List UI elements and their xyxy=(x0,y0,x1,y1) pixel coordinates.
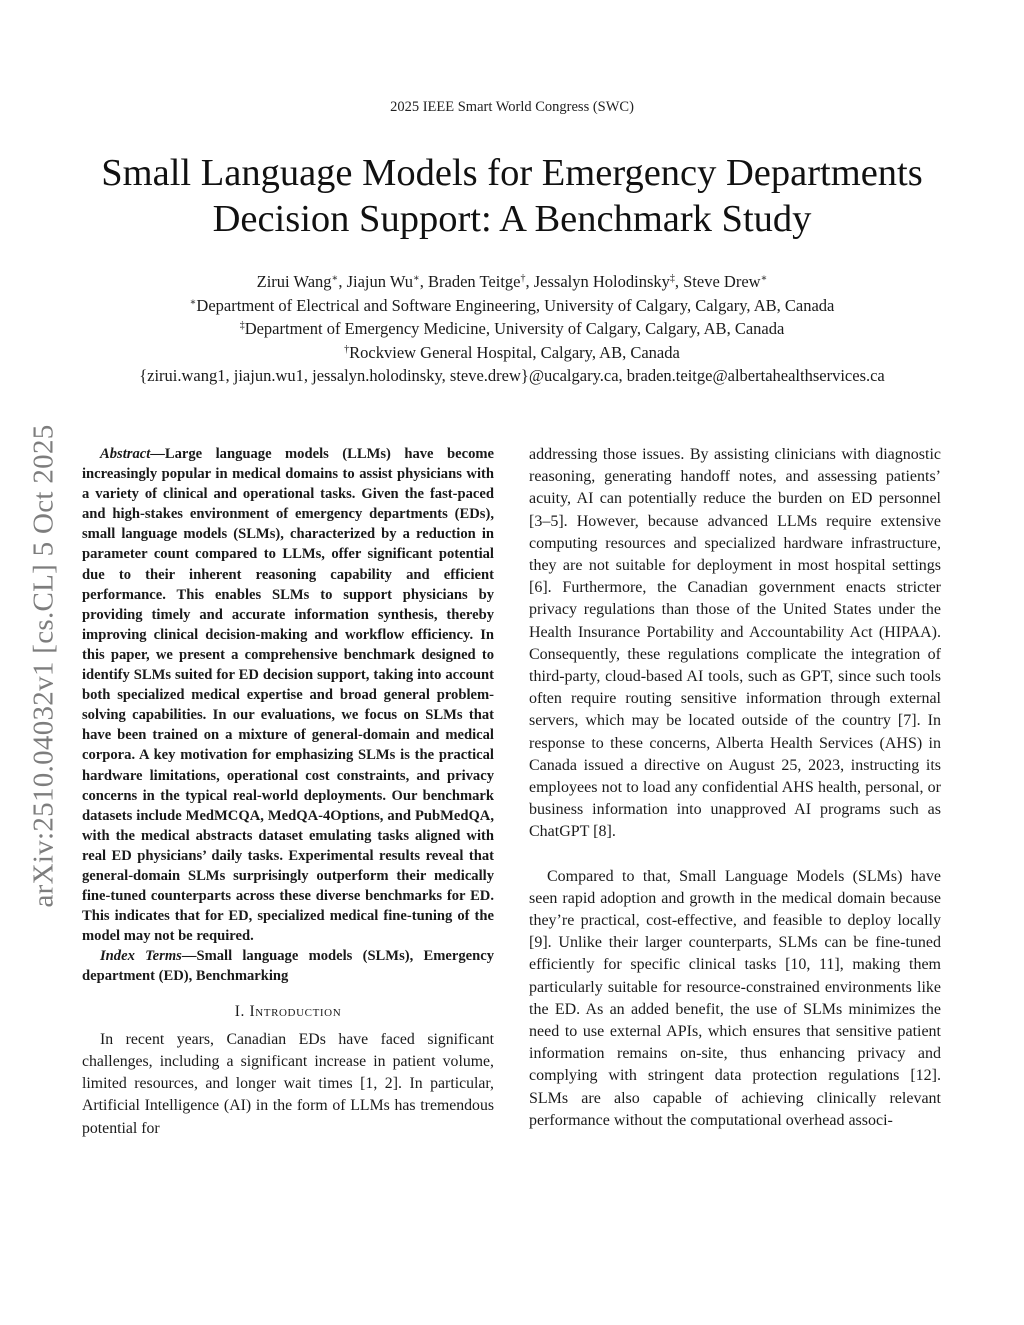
affiliation-line xyxy=(40,317,984,341)
affiliation-mark: ‡ xyxy=(239,320,245,331)
intro-paragraph-2: Compared to that, Small Language Models (SLMs) have seen rapid adoption and growth in the medical domain because they’re practical, cost-effective, and feasible to deploy locally [9]. Unlike their larger counterparts, SLMs can be fine-tuned efficiently for specific clinical tasks [10, 11], making them particularly suitable for resource-constrained environments like the ED. As an added benefit, the use of SLMs minimizes the need to use external APIs, which ensures that sensitive patient information remains on-site, thus enhancing privacy and complying with stringent data protection regulations [12]. SLMs are also capable of achieving clinically relevant performance without the computational overhead associ- xyxy=(529,867,941,1129)
arxiv-stamp: arXiv:2510.04032v1 [cs.CL] 5 Oct 2025 xyxy=(27,424,60,908)
affiliation-mark: ∗ xyxy=(189,296,197,308)
author-mark: ∗ xyxy=(760,273,768,284)
author-mark: ‡ xyxy=(669,273,675,284)
author-emails: {zirui.wang1, jiajun.wu1, jessalyn.holodinsky, steve.drew}@ucalgary.ca, braden.teitge@albertahealthservices.ca xyxy=(139,366,885,385)
section-number: I. xyxy=(234,1002,250,1020)
author-mark: † xyxy=(520,273,526,284)
abstract-text: —Large language models (LLMs) have become increasingly popular in medical domains to assist physicians with a variety of clinical and operational tasks. Given the fast-paced and high-stakes environment of emergency departments (EDs), small language models (SLMs), characterized by a reduction in parameter count compared to LLMs, offer significant potential due to their inherent reasoning capability and efficient performance. This enables SLMs to support physicians by providing timely and accurate information synthesis, thereby improving clinical decision-making and workflow efficiency. In this paper, we present a comprehensive benchmark designed to identify SLMs suited for ED decision support, taking into account both specialized medical expertise and broad general problem-solving capabilities. In our evaluations, we focus on SLMs that have been trained on a mixture of general-domain and medical corpora. A key motivation for emphasizing SLMs is the practical hardware limitations, operational cost constraints, and privacy concerns in the typical real-world deployments. Our benchmark datasets include MedMCQA, MedQA-4Options, and PubMedQA, with the medical abstracts dataset emulating tasks aligned with real ED physicians’ daily tasks. Experimental results reveal that general-domain SLMs surprisingly outperform their medically fine-tuned counterparts across these diverse benchmarks for ED. This indicates that for ED, specialized medical fine-tuning of the model may not be required. xyxy=(82,446,494,945)
author-name: Zirui Wang xyxy=(256,272,332,291)
abstract-label: Abstract xyxy=(100,446,151,462)
paper-title xyxy=(60,150,964,242)
intro-paragraph-1: In recent years, Canadian EDs have faced significant challenges, including a significant increase in patient volume, limited resources, and longer wait times [1, 2]. In particular, Artificial Intelligence (AI) in the form of LLMs has tremendous potential for xyxy=(82,1030,494,1137)
affiliation-line xyxy=(40,341,984,365)
author-mark: ∗ xyxy=(412,273,420,284)
affiliation-line xyxy=(40,294,984,318)
right-column xyxy=(529,444,941,1132)
author-name: Braden Teitge xyxy=(428,272,521,291)
author-block xyxy=(40,270,984,388)
affiliation-text: Department of Emergency Medicine, University of Calgary, Calgary, AB, Canada xyxy=(244,319,785,338)
affiliation-mark: † xyxy=(344,343,350,355)
affiliation-text: Department of Electrical and Software Engineering, University of Calgary, Calgary, AB, Canada xyxy=(196,295,835,315)
author-list xyxy=(40,270,984,294)
author-mark: ∗ xyxy=(331,273,339,284)
paper-title-line-2: Decision Support: A Benchmark Study xyxy=(212,198,812,240)
section-title: Introduction xyxy=(249,1002,342,1020)
index-terms xyxy=(82,946,494,986)
author-name: Steve Drew xyxy=(683,272,761,291)
author-separator: , xyxy=(525,272,534,291)
author-separator: , xyxy=(338,272,347,291)
author-separator: , xyxy=(419,272,429,291)
abstract xyxy=(82,444,494,946)
intro-paragraph-1-continued: addressing those issues. By assisting clinicians with diagnostic reasoning, generating handoff notes, and assessing patients’ acuity, AI can potentially reduce the burden on ED personnel [3–5]. However, because advanced LLMs require extensive computing resources and specialized hardware infrastructure, they are not suitable for deployment in most hospital settings [6]. Furthermore, the Canadian government enacts stricter privacy regulations than those of the United States under the Health Insurance Portability and Accountability Act (HIPAA). Consequently, these regulations complicate the integration of third-party, cloud-based AI tools, such as GPT, since such tools often require routing sensitive information through external servers, which may be located outside of the country [7]. In response to these concerns, Alberta Health Services (AHS) in Canada issued a directive on August 25, 2023, instructing its employees not to load any confidential AHS health, personal, or business information into unapproved AI programs such as ChatGPT [8]. xyxy=(529,446,941,841)
conference-header: 2025 IEEE Smart World Congress (SWC) xyxy=(390,99,634,115)
paper-title-line-1: Small Language Models for Emergency Departments xyxy=(101,152,923,194)
affiliation-text: Rockview General Hospital, Calgary, AB, Canada xyxy=(349,342,680,362)
index-terms-text: —Small language models (SLMs), Emergency department (ED), Benchmarking xyxy=(82,948,494,985)
section-heading xyxy=(82,1001,494,1023)
author-separator: , xyxy=(674,272,684,291)
author-name: Jessalyn Holodinsky xyxy=(533,272,670,291)
left-column xyxy=(82,444,494,1140)
index-terms-label: Index Terms xyxy=(100,948,182,965)
author-name: Jiajun Wu xyxy=(346,272,413,291)
